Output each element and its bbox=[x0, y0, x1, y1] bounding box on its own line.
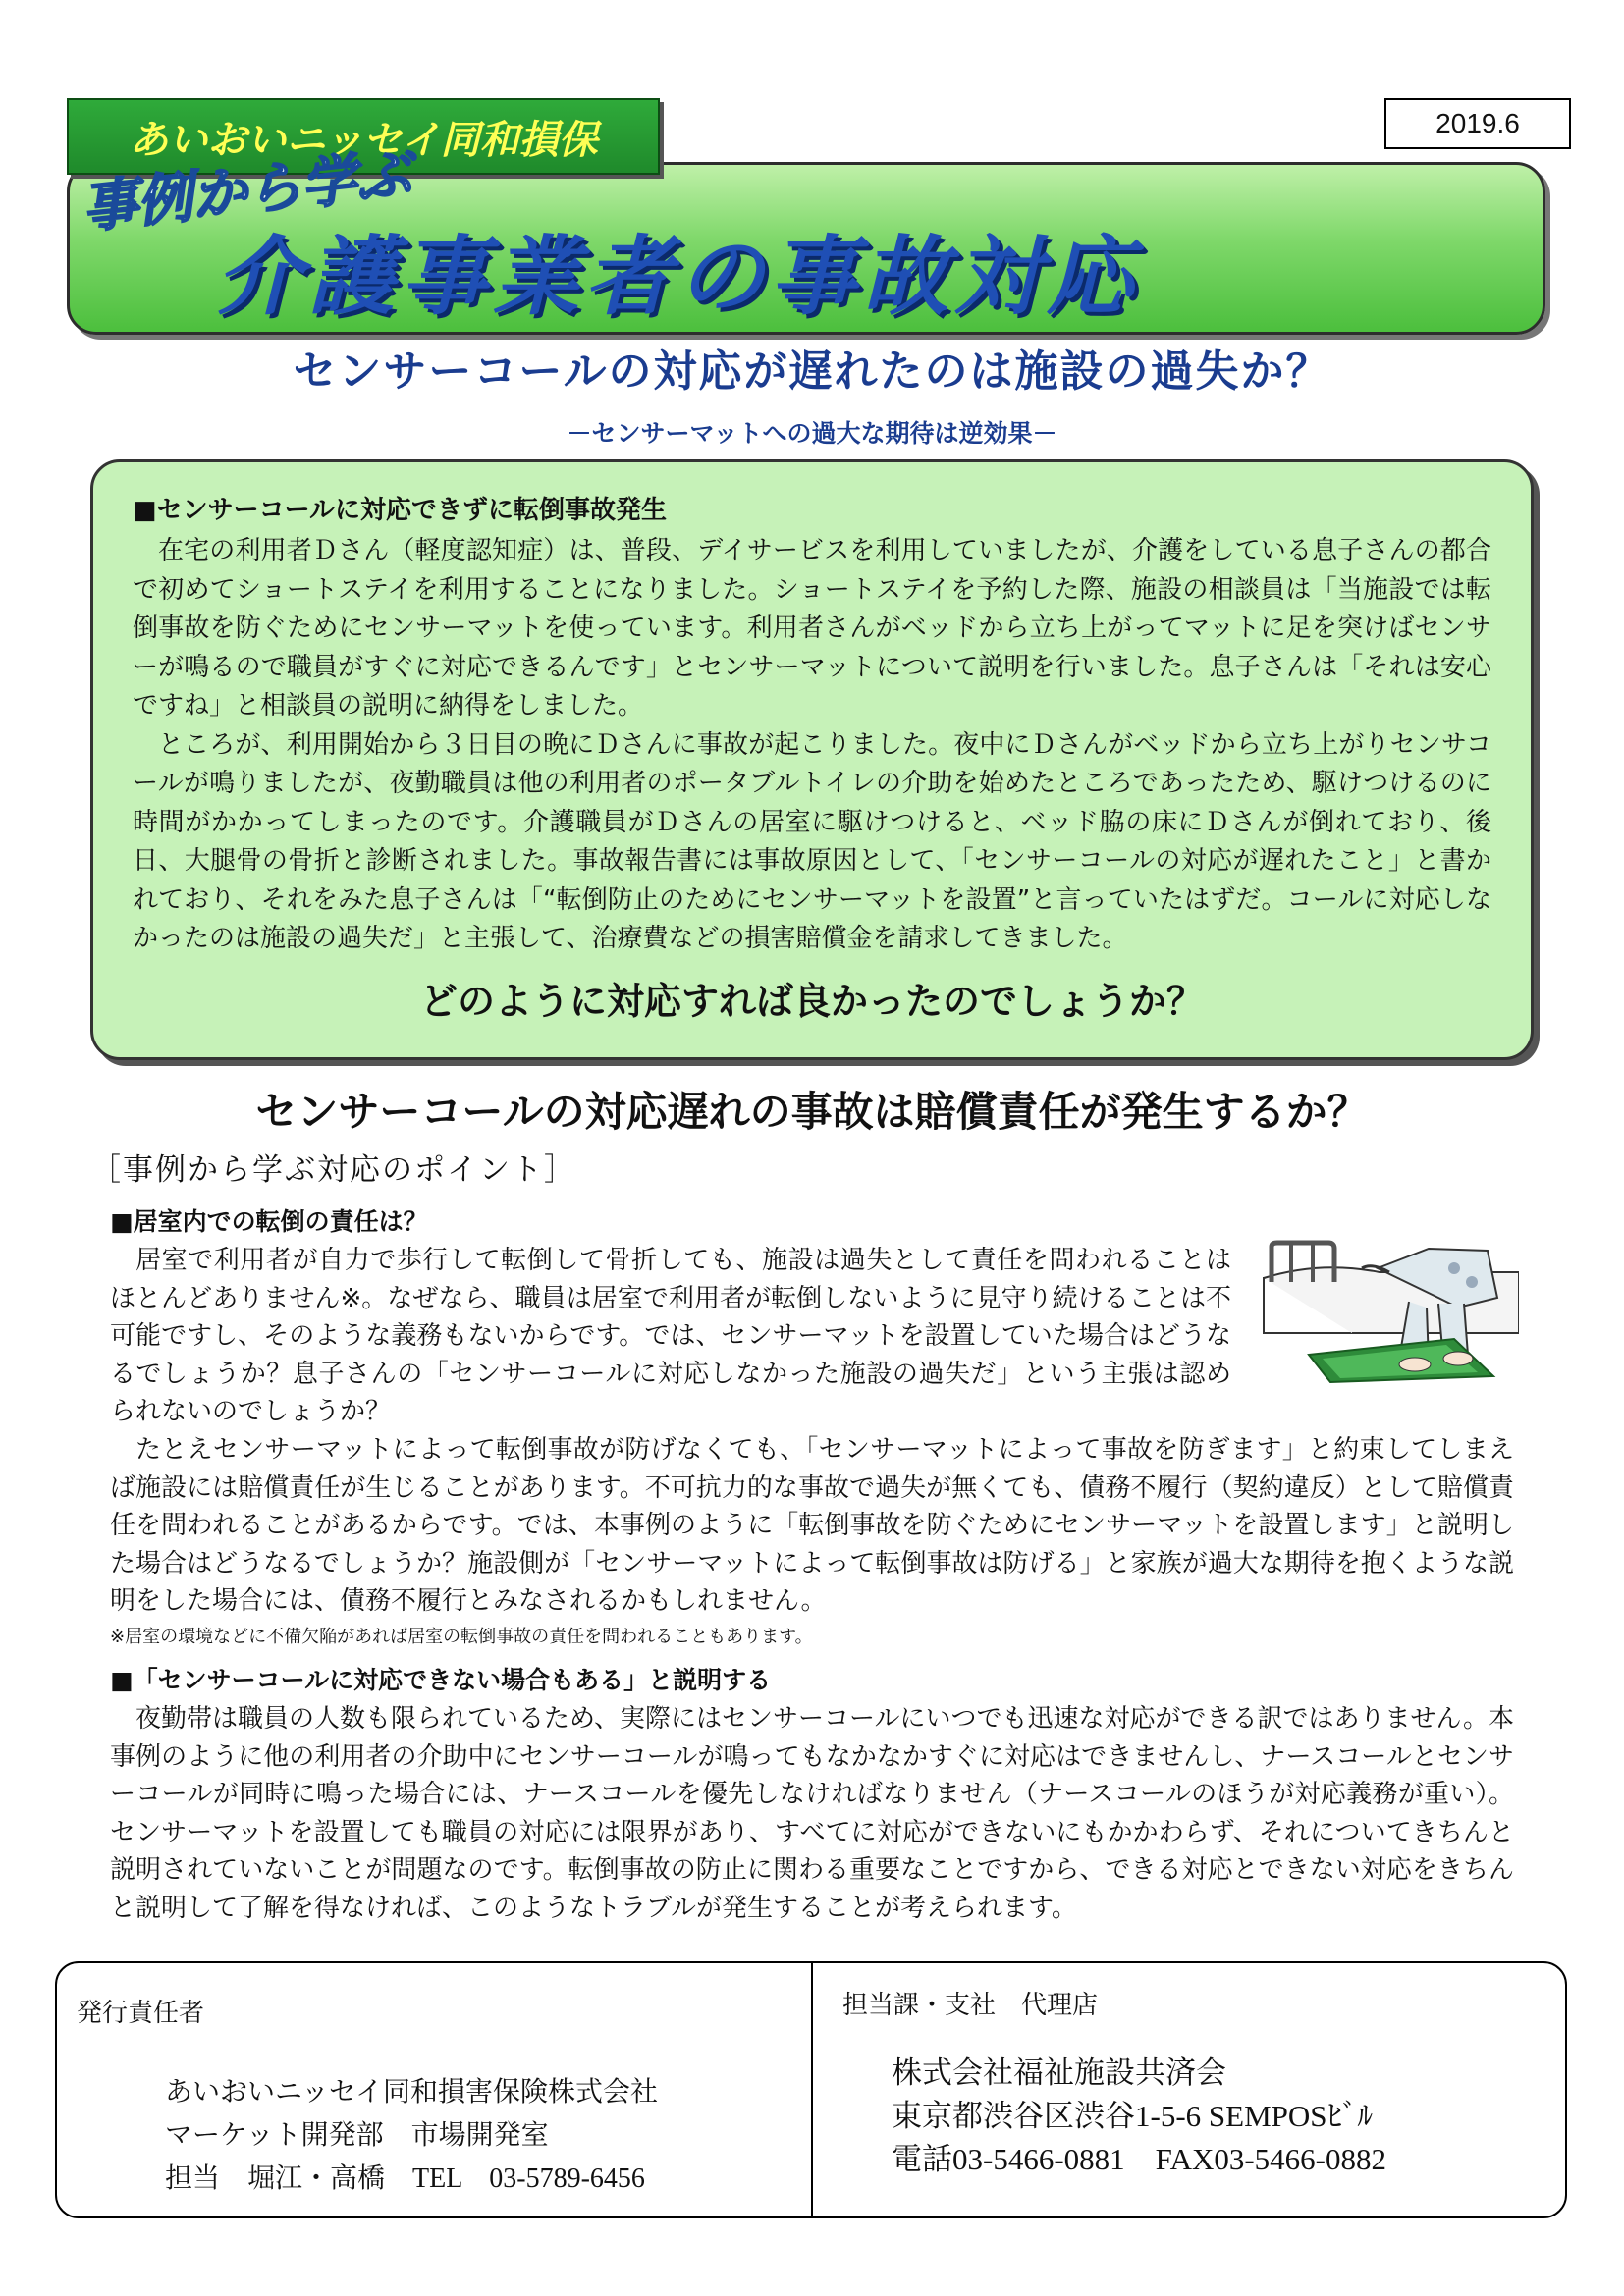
case-question: どのように対応すれば良かったのでしょうか？ bbox=[419, 979, 1204, 1023]
agent-line: 株式会社福祉施設共済会 bbox=[892, 2056, 1226, 2090]
section-heading: ■居室内での転倒の責任は？ bbox=[110, 1207, 428, 1236]
case-paragraph: ところが、利用開始から３日目の晩にＤさんに事故が起こりました。夜中にＤさんがベッドから立ち上がりセンサコールが鳴りましたが、夜勤職員は他の利用者のポータブルトイレの介助を始めたところであったため、駆けつけるのに時間がかかってしまったのです。介護職員がＤさんの居室に駆けつけると、ベッド脇の床にＤさんが倒れており、後日、大腿骨の骨折と診断されました。事故報告書には事故原因として、「センサーコールの対応が遅れたこと」と書かれており、それをみた息子さんは「“転倒防止のためにセンサーマットを設置”と言っていたはずだ。コールに対応しなかったのは施設の過失だ」と主張して、治療費などの損害賠償金を請求してきました。 bbox=[133, 729, 1491, 953]
agent-line: 東京都渋谷区渋谷1-5-6 SEMPOSﾋﾞﾙ bbox=[892, 2099, 1374, 2133]
brand-label: あいおいニッセイ同和損保 bbox=[67, 98, 660, 175]
section-paragraph: 居室で利用者が自力で歩行して転倒して骨折しても、施設は過失として責任を問われることはほとんどありません※。なぜなら、職員は居室で利用者が転倒しないように見守り続けることは不可能ですし、そのような義務もないからです。では、センサーマットを設置していた場合はどうなるでしょうか？息子さんの「センサーコールに対応しなかった施設の過失だ」という主張は認められないのでしょうか？ bbox=[110, 1246, 1231, 1427]
section-title: センサーコールの対応遅れの事故は賠償責任が発生するか？ bbox=[255, 1088, 1369, 1136]
issuer-info bbox=[165, 2071, 658, 2201]
agent-label: 担当課・支社 代理店 bbox=[842, 1991, 1099, 2019]
issuer-line: マーケット開発部 市場開発室 bbox=[165, 2120, 549, 2151]
section-heading: ■「センサーコールに対応できない場合もある」と説明する bbox=[110, 1666, 772, 1694]
footnote: ※居室の環境などに不備欠陥があれば居室の転倒事故の責任を問われることもあります。 bbox=[110, 1626, 813, 1647]
section-explain bbox=[110, 1661, 1514, 1928]
case-heading: ■センサーコールに対応できずに転倒事故発生 bbox=[133, 496, 668, 525]
case-paragraph: 在宅の利用者Ｄさん（軽度認知症）は、普段、デイサービスを利用していましたが、介護をしている息子さんの都合で初めてショートステイを利用することになりました。ショートステイを予約した際、施設の相談員は「当施設では転倒事故を防ぐためにセンサーマットを使っています。利用者さんがベッドから立ち上がってマットに足を突けばセンサーが鳴るので職員がすぐに対応できるんです」とセンサーマットについて説明を行いました。息子さんは「それは安心ですね」と相談員の説明に納得をしました。 bbox=[133, 536, 1491, 721]
issuer-label: 発行責任者 bbox=[77, 1999, 205, 2027]
agent-line: 電話03-5466-0881 FAX03-5466-0882 bbox=[892, 2142, 1387, 2176]
points-heading: ［事例から学ぶ対応のポイント］ bbox=[90, 1152, 576, 1188]
issue-date: 2019.6 bbox=[1384, 98, 1571, 149]
case-box bbox=[90, 459, 1534, 1060]
issuer-line: あいおいニッセイ同和損害保険株式会社 bbox=[165, 2077, 659, 2108]
agent-info bbox=[892, 2052, 1386, 2181]
article-subtitle: －センサーマットへの過大な期待は逆効果－ bbox=[567, 419, 1057, 448]
section-paragraph: 夜勤帯は職員の人数も限られているため、実際にはセンサーコールにいつでも迅速な対応ができる訳ではありません。本事例のように他の利用者の介助中にセンサーコールが鳴ってもなかなかすぐに対応はできませんし、ナースコールとセンサーコールが同時に鳴った場合には、ナースコールを優先しなければなりません（ナースコールのほうが対応義務が重い）。センサーマットを設置しても職員の対応には限界があり、すべてに対応ができないにもかかわらず、それについてきちんと説明されていないことが問題なのです。転倒事故の防止に関わる重要なことですから、できる対応とできない対応をきちんと説明して了解を得なければ、このようなトラブルが発生することが考えられます。 bbox=[110, 1704, 1515, 1923]
banner-title: 介護事業者の事故対応 bbox=[216, 226, 1140, 327]
section-responsibility bbox=[110, 1202, 1514, 1648]
banner-subtitle: 事例から学ぶ bbox=[79, 142, 414, 241]
footer-divider bbox=[811, 1963, 813, 2216]
issuer-line: 担当 堀江・高橋 TEL 03-5789-6456 bbox=[165, 2163, 645, 2194]
section-paragraph: たとえセンサーマットによって転倒事故が防げなくても、「センサーマットによって事故を防ぎます」と約束してしまえば施設には賠償責任が生じることがあります。不可抗力的な事故で過失が無くても、債務不履行（契約違反）として賠償責任を問われることがあるからです。では、本事例のように「転倒事故を防ぐためにセンサーマットを設置します」と説明した場合はどうなるでしょうか？施設側が「センサーマットによって転倒事故は防げる」と家族が過大な期待を抱くような説明をした場合には、債務不履行とみなされるかもしれません。 bbox=[110, 1434, 1514, 1617]
article-title: センサーコールの対応が遅れたのは施設の過失か？ bbox=[293, 347, 1331, 397]
